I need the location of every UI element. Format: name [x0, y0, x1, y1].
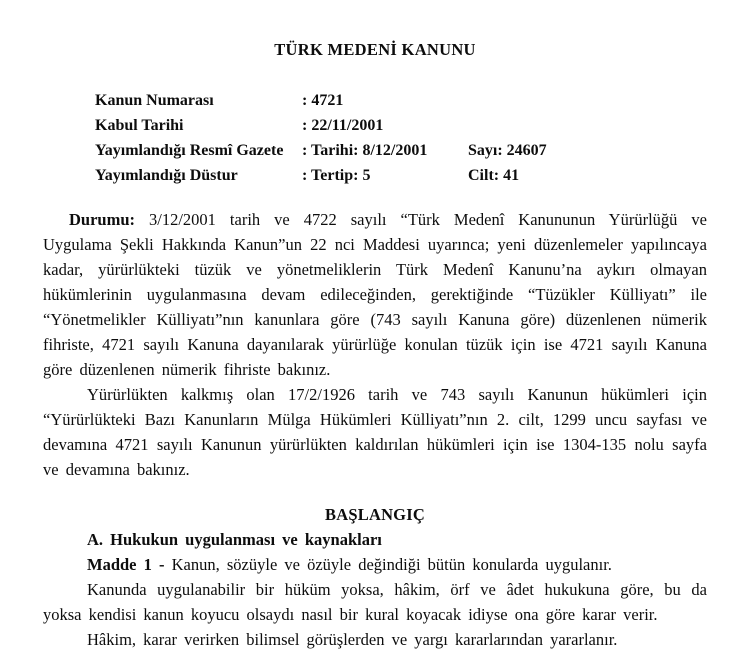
paragraph-hakim-karar: Hâkim, karar verirken bilimsel görüşlerden ve yargı kararlarından yararlanır. — [87, 630, 618, 649]
meta-label: Yayımlandığı Düstur — [95, 167, 238, 184]
meta-value: : 4721 — [302, 92, 344, 109]
meta-row-kanun-numarasi — [95, 88, 707, 113]
paragraph-madde-1 — [43, 552, 707, 577]
meta-label: Kanun Numarası — [95, 92, 214, 109]
durumu-lead-label: Durumu: — [69, 210, 136, 229]
section-heading-baslangic: BAŞLANGIÇ — [325, 505, 425, 524]
meta-row-kabul-tarihi — [95, 113, 707, 138]
madde-1-lead-label: Madde 1 - — [87, 555, 165, 574]
durumu-text: 3/12/2001 tarih ve 4722 sayılı “Türk Medenî Kanununun Yürürlüğü ve Uygulama Şekli Hakkında Kanun”un 22 nci Maddesi uyarınca; yeni düzenlemeler yapılıncaya kadar, yürürlükteki tüzük ve yönetmeliklerin Türk Medenî Kanunu’na aykırı olmayan hükümlerinin uygulanmasına devam edileceğinden, gerektiğinde “Tüzükler Külliyatı” ile “Yönetmelikler Külliyatı”nın kanunlara göre (743 sayılı Kanuna göre) düzenlenen nümerik fihriste, 4721 sayılı Kanuna dayanılarak yürürlüğe konulan tüzük için ise 4721 sayılı Kanuna göre düzenlenen nümerik fihriste bakınız. — [43, 210, 707, 379]
subheading-hukukun-uygulanmasi: A. Hukukun uygulanması ve kaynakları — [87, 530, 382, 549]
meta-extra: Sayı: 24607 — [468, 142, 547, 159]
paragraph-yururlukten-kalkmis: Yürürlükten kalkmış olan 17/2/1926 tarih ve 743 sayılı Kanunun hükümleri için “Yürürlükteki Bazı Kanunların Mülga Hükümleri Külliyatı”nın 2. cilt, 1299 uncu sayfası ve devamına 4721 sayılı Kanunun yürürlükten kaldırılan hükümleri için ise 1304-135 nolu sayfa ve devamına bakınız. — [43, 385, 707, 479]
meta-block — [95, 88, 707, 188]
meta-extra: Cilt: 41 — [468, 167, 520, 184]
meta-label: Kabul Tarihi — [95, 117, 184, 134]
madde-1-text: Kanun, sözüyle ve özüyle değindiği bütün konularda uygulanır. — [164, 555, 612, 574]
meta-row-resmi-gazete — [95, 138, 707, 163]
paragraph-durumu — [43, 207, 707, 382]
meta-value: : Tertip: 5 — [302, 167, 371, 184]
document-body — [43, 207, 707, 652]
meta-value: : Tarihi: 8/12/2001 — [302, 142, 428, 159]
meta-value: : 22/11/2001 — [302, 117, 384, 134]
meta-row-dustur — [95, 163, 707, 188]
document-title: TÜRK MEDENİ KANUNU — [274, 40, 476, 59]
meta-label: Yayımlandığı Resmî Gazete — [95, 142, 284, 159]
paragraph-kanunda-hukum: Kanunda uygulanabilir bir hüküm yoksa, hâkim, örf ve âdet hukukuna göre, bu da yoksa kendisi kanun koyucu olsaydı nasıl bir kural koyacak idiyse ona göre karar verir. — [43, 580, 707, 624]
